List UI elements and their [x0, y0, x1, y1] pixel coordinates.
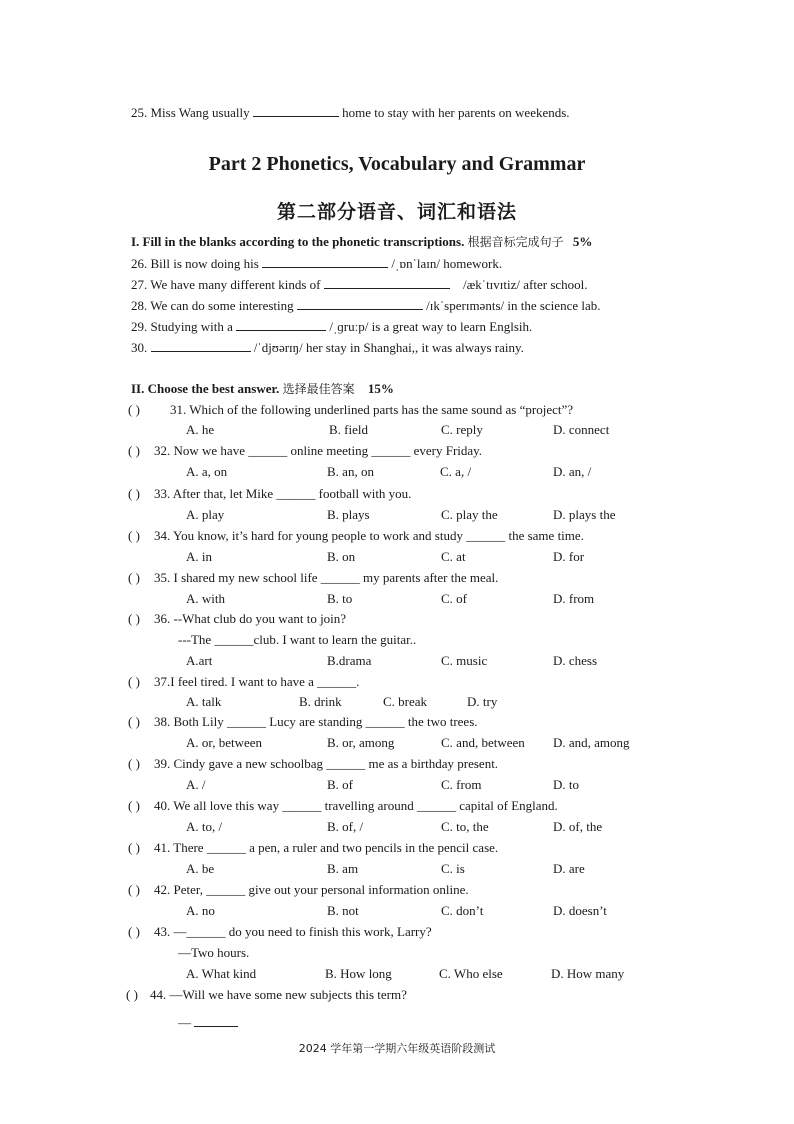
question-27-post: /ækˈtɪvɪtiz/ after school. [462, 277, 588, 292]
page-footer: 2024 学年第一学期六年级英语阶段测试 [298, 1042, 496, 1055]
option-b[interactable]: B. plays [327, 507, 370, 522]
answer-bracket[interactable]: ( ) [128, 882, 140, 897]
question-27 [131, 276, 588, 293]
answer-bracket[interactable]: ( ) [128, 486, 140, 501]
option-c[interactable]: C. Who else [439, 966, 503, 981]
option-d[interactable]: D. from [553, 591, 595, 606]
question-39-options [0, 777, 794, 793]
answer-blank[interactable] [297, 297, 423, 310]
answer-bracket[interactable]: ( ) [128, 528, 140, 543]
answer-bracket[interactable]: ( ) [128, 402, 140, 417]
option-c[interactable]: C. from [441, 777, 482, 792]
section-1-heading-text: I. Fill in the blanks according to the phonetic transcriptions. [131, 234, 465, 249]
option-c[interactable]: C. break [383, 694, 428, 709]
question-26 [131, 255, 502, 272]
option-b[interactable]: B. not [327, 903, 359, 918]
section-2-heading-text: II. Choose the best answer. [131, 381, 280, 396]
question-37-stem: 37.I feel tired. I want to have a ______. [154, 674, 360, 689]
question-30-post: /ˈdjʊərɪŋ/ her stay in Shanghai,, it was always rainy. [253, 340, 524, 355]
section-2-heading [131, 381, 394, 397]
question-39-stem: 39. Cindy gave a new schoolbag ______ me as a birthday present. [154, 756, 499, 771]
question-32-stem: 32. Now we have ______ online meeting ______ every Friday. [154, 443, 483, 458]
option-d[interactable]: D. try [467, 694, 498, 709]
option-c[interactable]: C. of [441, 591, 467, 606]
answer-bracket[interactable]: ( ) [128, 798, 140, 813]
section-1-heading-chinese: 根据音标完成句子 [467, 235, 564, 249]
section-2-heading-chinese: 选择最佳答案 [282, 382, 355, 396]
option-a[interactable]: A. / [186, 777, 206, 792]
question-29 [131, 318, 532, 335]
option-a[interactable]: A. talk [186, 694, 222, 709]
part-title: Part 2 Phonetics, Vocabulary and Grammar [208, 153, 586, 175]
option-c[interactable]: C. don’t [441, 903, 484, 918]
option-c[interactable]: C. and, between [441, 735, 525, 750]
question-36-stem: 36. --What club do you want to join? [154, 611, 347, 626]
option-b[interactable]: B. on [327, 549, 356, 564]
option-a[interactable]: A. What kind [186, 966, 257, 981]
section-1-heading [131, 234, 592, 250]
option-b[interactable]: B. of, / [327, 819, 364, 834]
question-44-dash: — [178, 1015, 191, 1030]
part-title-chinese: 第二部分语音、词汇和语法 [276, 201, 517, 223]
option-a[interactable]: A. with [186, 591, 225, 606]
option-c[interactable]: C. at [441, 549, 466, 564]
option-a[interactable]: A. a, on [186, 464, 228, 479]
question-31-stem: 31. Which of the following underlined parts has the same sound as “project”? [170, 402, 574, 417]
question-28-post: /ɪkˈsperɪmənts/ in the science lab. [426, 298, 601, 313]
question-33-stem: 33. After that, let Mike ______ football with you. [154, 486, 412, 501]
option-d[interactable]: D. How many [551, 966, 625, 981]
option-a[interactable]: A. he [186, 422, 215, 437]
question-38-options [0, 735, 794, 751]
option-a[interactable]: A. in [186, 549, 212, 564]
option-d[interactable]: D. an, / [553, 464, 592, 479]
option-b[interactable]: B. an, on [327, 464, 374, 479]
option-c[interactable]: C. music [441, 653, 488, 668]
option-b[interactable]: B. How long [325, 966, 392, 981]
option-c[interactable]: C. reply [441, 422, 483, 437]
option-a[interactable]: A. no [186, 903, 215, 918]
question-37-options [0, 694, 794, 710]
option-a[interactable]: A. or, between [186, 735, 263, 750]
question-44-stem: 44. —Will we have some new subjects this term? [150, 987, 407, 1002]
question-32-options [0, 464, 794, 480]
question-29-post: /ˌɡruːp/ is a great way to learn Englsih. [329, 319, 533, 334]
answer-blank[interactable] [236, 318, 326, 331]
question-25-post: home to stay with her parents on weekends. [342, 105, 570, 120]
question-28 [131, 297, 601, 314]
question-25 [131, 104, 570, 121]
question-44-answer-line [178, 1014, 238, 1031]
question-30-pre: 30. [131, 340, 148, 355]
option-d[interactable]: D. to [553, 777, 579, 792]
question-26-post: /ˌɒnˈlaɪn/ homework. [391, 256, 503, 271]
option-b[interactable]: B. drink [299, 694, 342, 709]
question-40-options [0, 819, 794, 835]
question-28-pre: 28. We can do some interesting [131, 298, 294, 313]
answer-bracket[interactable]: ( ) [128, 570, 140, 585]
question-31-options [0, 422, 794, 438]
option-b[interactable]: B. to [327, 591, 353, 606]
question-29-pre: 29. Studying with a [131, 319, 233, 334]
question-41-options [0, 861, 794, 877]
option-d[interactable]: D. doesn’t [553, 903, 607, 918]
question-42-options [0, 903, 794, 919]
question-27-pre: 27. We have many different kinds of [131, 277, 321, 292]
question-25-pre: 25. Miss Wang usually [131, 105, 250, 120]
question-34-options [0, 549, 794, 565]
option-a[interactable]: A. to, / [186, 819, 223, 834]
question-43-stem: 43. —______ do you need to finish this work, Larry? [154, 924, 432, 939]
option-d[interactable]: D. are [553, 861, 585, 876]
option-b[interactable]: B. of [327, 777, 353, 792]
option-d[interactable]: D. plays the [553, 507, 616, 522]
option-c[interactable]: C. a, / [440, 464, 472, 479]
question-41-stem: 41. There ______ a pen, a ruler and two pencils in the pencil case. [154, 840, 499, 855]
section-1-points: 5% [572, 234, 593, 249]
answer-blank[interactable] [262, 255, 388, 268]
question-36-stem-reply: ---The ______club. I want to learn the guitar.. [178, 632, 417, 647]
option-d[interactable]: D. of, the [553, 819, 603, 834]
answer-bracket[interactable]: ( ) [128, 443, 140, 458]
question-35-options [0, 591, 794, 607]
option-d[interactable]: D. and, among [553, 735, 630, 750]
question-30 [131, 339, 524, 356]
option-a[interactable]: A. be [186, 861, 215, 876]
answer-bracket[interactable]: ( ) [128, 756, 140, 771]
answer-blank[interactable] [194, 1014, 238, 1027]
option-a[interactable]: A.art [186, 653, 213, 668]
option-d[interactable]: D. chess [553, 653, 598, 668]
option-a[interactable]: A. play [186, 507, 225, 522]
answer-bracket[interactable]: ( ) [128, 674, 140, 689]
answer-bracket[interactable]: ( ) [126, 987, 138, 1002]
question-40-stem: 40. We all love this way ______ travelling around ______ capital of England. [154, 798, 558, 813]
answer-blank[interactable] [151, 339, 251, 352]
question-43-stem-reply: —Two hours. [178, 945, 250, 960]
answer-bracket[interactable]: ( ) [128, 840, 140, 855]
answer-bracket[interactable]: ( ) [128, 611, 140, 626]
option-c[interactable]: C. to, the [441, 819, 489, 834]
option-c[interactable]: C. is [441, 861, 465, 876]
answer-bracket[interactable]: ( ) [128, 714, 140, 729]
option-c[interactable]: C. play the [441, 507, 498, 522]
question-38-stem: 38. Both Lily ______ Lucy are standing ______ the two trees. [154, 714, 478, 729]
option-b[interactable]: B. field [329, 422, 368, 437]
option-b[interactable]: B. or, among [327, 735, 395, 750]
question-36-options [0, 653, 794, 669]
option-b[interactable]: B. am [327, 861, 359, 876]
question-42-stem: 42. Peter, ______ give out your personal information online. [154, 882, 469, 897]
question-26-pre: 26. Bill is now doing his [131, 256, 259, 271]
option-d[interactable]: D. connect [553, 422, 610, 437]
question-43-options [0, 966, 794, 982]
section-2-points: 15% [367, 381, 394, 396]
question-35-stem: 35. I shared my new school life ______ my parents after the meal. [154, 570, 499, 585]
option-b[interactable]: B.drama [327, 653, 372, 668]
question-34-stem: 34. You know, it’s hard for young people to work and study ______ the same time. [154, 528, 584, 543]
answer-blank[interactable] [253, 104, 339, 117]
question-33-options [0, 507, 794, 523]
option-d[interactable]: D. for [553, 549, 585, 564]
answer-blank[interactable] [324, 276, 450, 289]
answer-bracket[interactable]: ( ) [128, 924, 140, 939]
